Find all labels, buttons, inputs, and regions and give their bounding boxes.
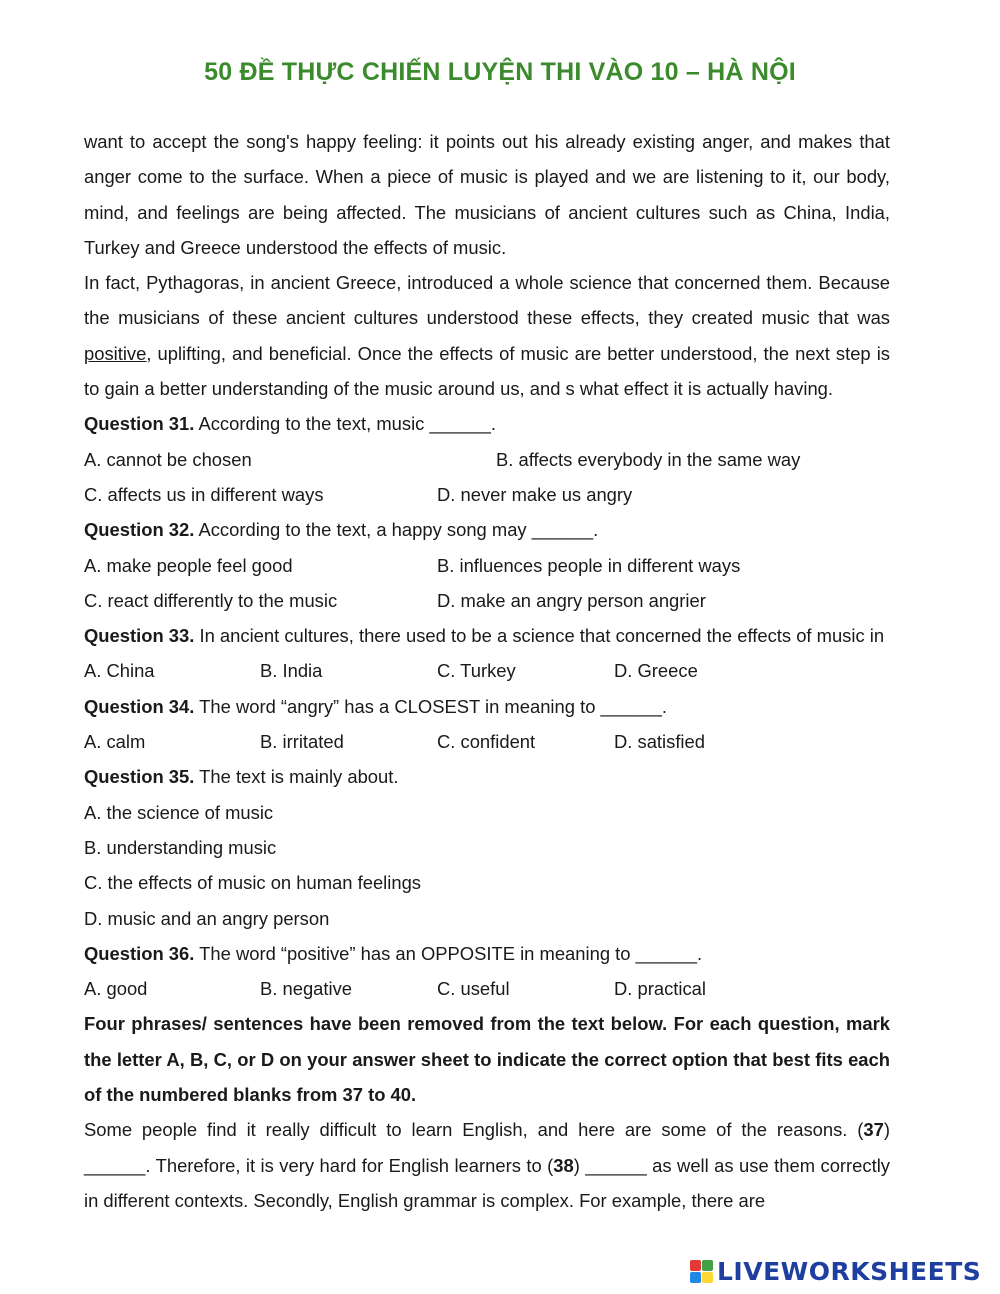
option-d[interactable]: D. never make us angry — [437, 483, 633, 505]
option-b[interactable]: B. affects everybody in the same way — [496, 448, 801, 470]
question-33 — [84, 618, 890, 653]
question-32 — [84, 512, 890, 547]
passage-text: ) — [883, 1119, 890, 1141]
blank-number: 38 — [553, 1154, 574, 1176]
option-a[interactable]: A. good — [84, 978, 148, 1000]
option-b[interactable]: B. India — [260, 660, 323, 682]
passage-text: ______. Therefore, it is very hard for English learners to ( — [84, 1154, 554, 1176]
question-text: In ancient cultures, there used to be a science that concerned the effects of music in — [194, 625, 885, 647]
options-row — [84, 724, 890, 759]
underlined-word: positive, — [84, 342, 152, 364]
question-text: According to the text, a happy song may ______. — [194, 519, 599, 541]
page-title: 50 ĐỀ THỰC CHIẾN LUYỆN THI VÀO 10 – HÀ NỘI — [204, 58, 796, 86]
question-label: Question 35. — [84, 766, 195, 788]
option-a[interactable]: A. China — [84, 660, 155, 682]
logo-square — [690, 1272, 701, 1283]
option-c[interactable]: C. useful — [437, 978, 510, 1000]
passage-text: Some people find it really difficult to learn English, and here are some of the reasons. ( — [84, 1119, 864, 1141]
options-row — [84, 971, 890, 1006]
passage2-line-1 — [84, 1112, 890, 1147]
option-c[interactable]: C. react differently to the music — [84, 589, 338, 611]
question-35 — [84, 759, 890, 794]
liveworksheets-logo-icon — [690, 1260, 713, 1283]
option-b[interactable]: B. negative — [260, 978, 353, 1000]
logo-square — [702, 1272, 713, 1283]
section-instructions: Four phrases/ sentences have been removed from the text below. For each question, mark the letter A, B, C, or D on your answer sheet to indicate the correct option that best fits each of the numbered blanks from 37 to 40. — [84, 1013, 890, 1106]
options-row — [84, 477, 890, 512]
question-label: Question 33. — [84, 625, 195, 647]
passage-paragraph-2 — [84, 265, 890, 406]
question-label: Question 36. — [84, 942, 195, 964]
option-c[interactable]: C. confident — [437, 731, 536, 753]
question-34 — [84, 689, 890, 724]
liveworksheets-logo-text: LIVEWORKSHEETS — [717, 1256, 982, 1286]
options-row — [84, 442, 890, 477]
logo-square — [690, 1260, 701, 1271]
passage-paragraph-1: want to accept the song's happy feeling: it points out his already existing anger, and makes that anger come to the surface. When a piece of music is played and we are listening to it, our body, mind, and feelings are being affected. The musicians of ancient cultures such as China, India, Turkey and Greece understood the effects of music. — [84, 131, 890, 258]
liveworksheets-watermark — [690, 1254, 981, 1288]
question-label: Question 31. — [84, 413, 195, 435]
option-d[interactable]: D. make an angry person angrier — [437, 589, 706, 611]
option-d[interactable]: D. Greece — [614, 660, 698, 682]
option-d[interactable]: D. music and an angry person — [84, 907, 330, 929]
option-c[interactable]: C. affects us in different ways — [84, 483, 324, 505]
passage-text: ) ______ as well as use them correctly in different contexts. Secondly, English grammar is complex. For example, there are — [84, 1154, 890, 1211]
option-a[interactable]: A. cannot be chosen — [84, 448, 252, 470]
option-c[interactable]: C. Turkey — [437, 660, 516, 682]
option-a[interactable]: A. calm — [84, 731, 146, 753]
option-d[interactable]: D. practical — [614, 978, 706, 1000]
logo-square — [702, 1260, 713, 1271]
question-label: Question 32. — [84, 519, 195, 541]
question-36 — [84, 936, 890, 971]
question-text: According to the text, music ______. — [194, 413, 496, 435]
option-b[interactable]: B. irritated — [260, 731, 344, 753]
passage2-paragraph — [84, 1148, 890, 1219]
question-label: Question 34. — [84, 695, 195, 717]
question-text: The word “positive” has an OPPOSITE in meaning to ______. — [194, 942, 703, 964]
option-a[interactable]: A. make people feel good — [84, 554, 293, 576]
option-a[interactable]: A. the science of music — [84, 801, 274, 823]
question-text: The word “angry” has a CLOSEST in meaning to ______. — [194, 695, 668, 717]
passage-text: uplifting, and beneficial. Once the effects of music are better understood, the next step is to gain a better understanding of the music around us, and s what effect it is actually having. — [84, 342, 890, 400]
option-b[interactable]: B. influences people in different ways — [437, 554, 741, 576]
document-body — [84, 124, 890, 1218]
option-c[interactable]: C. the effects of music on human feelings — [84, 872, 422, 894]
options-row — [84, 583, 890, 618]
question-31 — [84, 406, 890, 441]
options-row — [84, 548, 890, 583]
options-row — [84, 653, 890, 688]
passage-text: In fact, Pythagoras, in ancient Greece, introduced a whole science that concerned them. Because the musicians of these ancient cultures understood these effects, they created music that was — [84, 272, 890, 329]
option-b[interactable]: B. understanding music — [84, 836, 277, 858]
option-d[interactable]: D. satisfied — [614, 731, 705, 753]
question-text: The text is mainly about. — [194, 766, 399, 788]
blank-number: 37 — [863, 1119, 884, 1141]
